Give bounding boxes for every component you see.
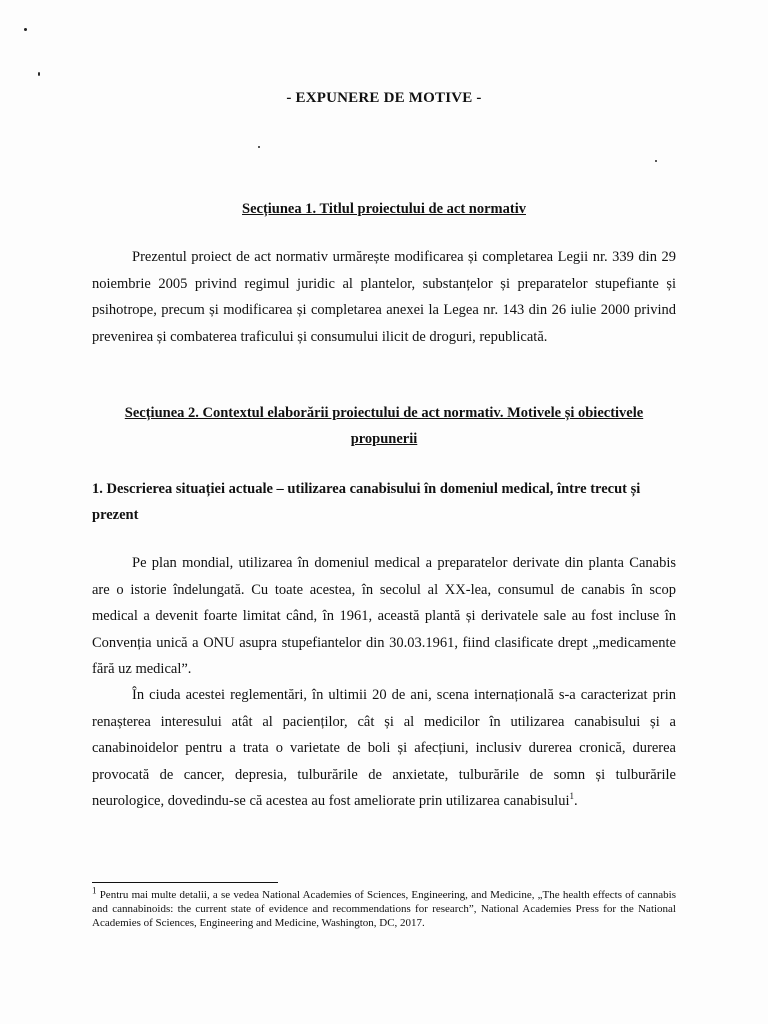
document-title: - EXPUNERE DE MOTIVE -: [286, 90, 482, 106]
scan-speck: [38, 72, 40, 76]
section-1-heading: Secțiunea 1. Titlul proiectului de act normativ: [242, 201, 526, 217]
section-2-paragraph-2: [92, 682, 676, 815]
footnote-reference: 1: [569, 791, 574, 802]
section-2-paragraph-1: Pe plan mondial, utilizarea în domeniul medical a preparatelor derivate din planta Canabis are o istorie îndelungată. Cu toate acestea, în secolul al XX-lea, consumul de canabis în scop medical a devenit foarte limitat când, în 1961, această plantă și derivatele sale au fost incluse în Convenția unică a ONU asupra stupefiantelor din 30.03.1961, fiind clasificate drept „medicamente fără uz medical”.: [92, 555, 676, 677]
footnote: [92, 885, 677, 930]
footnote-text: Pentru mai multe detalii, a se vedea National Academies of Sciences, Engineering, and Medicine, „The health effects of cannabis and cannabinoids: the current state of evidence and recommendations for research”, National Academies Press for the National Academies of Sciences, Engineering and Medicine, Washington, DC, 2017.: [92, 889, 677, 929]
footnote-divider: [92, 882, 278, 883]
paragraph-2-end: .: [574, 793, 578, 809]
paragraph-2-text: În ciuda acestei reglementări, în ultimii 20 de ani, scena internațională s-a caracterizat prin renașterea interesului atât al pacienților, cât și al medicilor în utilizarea canabisului și a canabinoidelor pentru a trata o varietate de boli și afecțiuni, inclusiv durerea cronică, durerea provocată de cancer, depresia, tulburările de anxietate, tulburările de somn și tulburările neurologice, dovedindu-se că acestea au fost ameliorate prin utilizarea canabisului: [92, 687, 676, 809]
footnote-mark: 1: [92, 885, 97, 896]
scan-speck: [258, 146, 260, 148]
scan-speck: [24, 28, 27, 31]
section-2-subheading: 1. Descrierea situației actuale – utilizarea canabisului în domeniul medical, între trecut și prezent: [92, 481, 641, 523]
scan-speck: [655, 160, 657, 162]
section-1-paragraph: Prezentul proiect de act normativ urmărește modificarea și completarea Legii nr. 339 din 29 noiembrie 2005 privind regimul juridic al plantelor, substanțelor și preparatelor stupefiante și psihotrope, precum și modificarea și completarea anexei la Legea nr. 143 din 26 iulie 2000 privind prevenirea și combaterea traficului și consumului ilicit de droguri, republicată.: [92, 249, 676, 345]
section-2-heading: Secțiunea 2. Contextul elaborării proiectului de act normativ. Motivele și obiectivele propunerii: [124, 405, 644, 447]
